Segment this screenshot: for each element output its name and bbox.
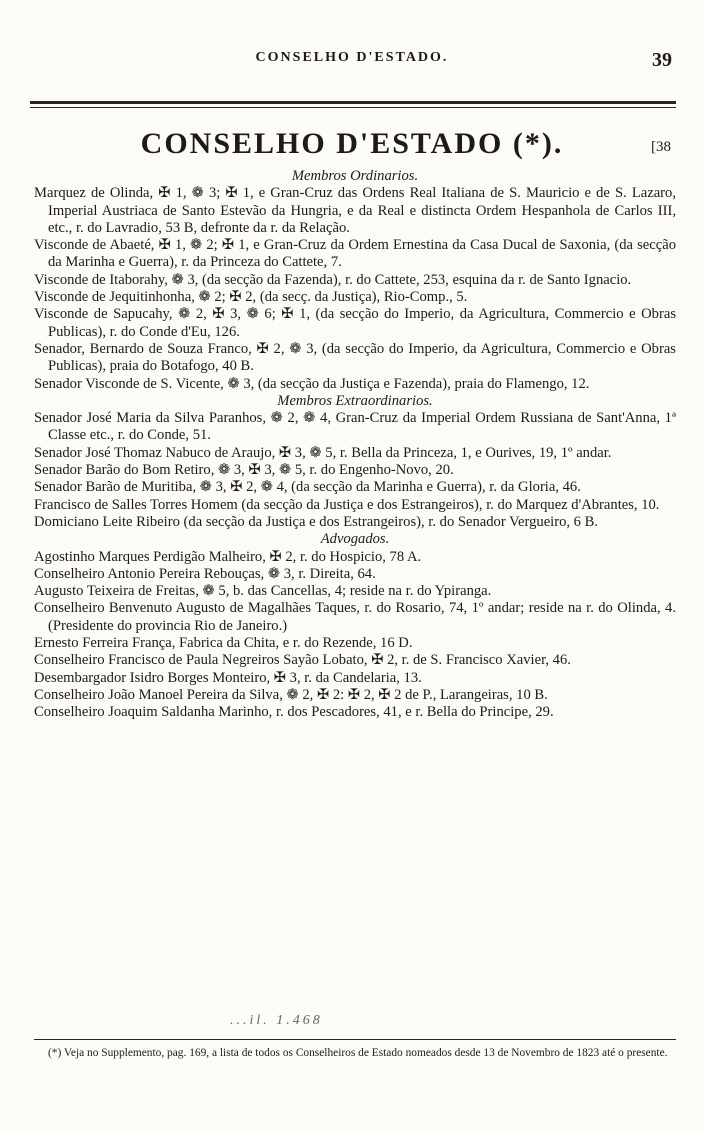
entry: Augusto Teixeira de Freitas, ❁ 5, b. das Cancellas, 4; reside na r. do Ypiranga.	[34, 583, 492, 600]
entry: Senador José Maria da Silva Paranhos, ❁ 2, ❁ 4, Gran-Cruz da Imperial Ordem Russiana de Sant'Anna, 1ª Classe etc., r. do Conde, 51.	[34, 410, 676, 444]
header-rule	[30, 101, 676, 108]
entry: Visconde de Itaborahy, ❁ 3, (da secção da Fazenda), r. do Cattete, 253, esquina da r. de Santo Ignacio.	[34, 271, 632, 288]
entry: Francisco de Salles Torres Homem (da secção da Justiça e dos Estrangeiros), r. do Marquez d'Abrantes, 10.	[34, 496, 660, 513]
page-title: CONSELHO D'ESTADO (*).	[140, 127, 564, 160]
entry: Conselheiro Antonio Pereira Rebouças, ❁ 3, r. Direita, 64.	[34, 565, 376, 582]
entry: Senador José Thomaz Nabuco de Araujo, ✠ 3, ❁ 5, r. Bella da Princeza, 1, e Ourives, 19, 1º andar.	[34, 444, 612, 461]
footnote-rule	[34, 1039, 676, 1040]
entry: Visconde de Abaeté, ✠ 1, ❁ 2; ✠ 1, e Gran-Cruz da Ordem Ernestina da Casa Ducal de Saxonia, (da secção da Marinha e Guerra), r. da Princeza do Cattete, 7.	[34, 237, 676, 271]
section-heading-extraordinarios: Membros Extraordinarios.	[277, 392, 433, 409]
entry: Ernesto Ferreira França, Fabrica da Chita, e r. do Rezende, 16 D.	[34, 635, 413, 652]
section-heading-advogados: Advogados.	[320, 531, 390, 548]
entry: Senador, Bernardo de Souza Franco, ✠ 2, ❁ 3, (da secção do Imperio, da Agricultura, Commercio e Obras Publicas), praia do Botafogo, 40 B.	[34, 340, 676, 375]
entry: Conselheiro Joaquim Saldanha Marinho, r. dos Pescadores, 41, e r. Bella do Principe, 29.	[34, 704, 554, 721]
entry: Senador Barão do Bom Retiro, ❁ 3, ✠ 3, ❁ 5, r. do Engenho-Novo, 20.	[34, 462, 454, 479]
entry: Visconde de Jequitinhonha, ❁ 2; ✠ 2, (da secç. da Justiça), Rio-Comp., 5.	[34, 289, 468, 306]
main-content	[34, 168, 676, 722]
entry: Conselheiro Benvenuto Augusto de Magalhães Taques, r. do Rosario, 74, 1º andar; reside na r. do Olinda, 4. (Presidente do provincia Rio de Janeiro.)	[34, 600, 676, 634]
entry: Conselheiro João Manoel Pereira da Silva, ❁ 2, ✠ 2: ✠ 2, ✠ 2 de P., Larangeiras, 10 B.	[34, 686, 548, 703]
section-heading-ordinarios: Membros Ordinarios.	[291, 168, 419, 184]
entry: Domiciano Leite Ribeiro (da secção da Justiça e dos Estrangeiros), r. do Senador Vergueiro, 6 B.	[34, 513, 599, 530]
entry: Senador Barão de Muritiba, ❁ 3, ✠ 2, ❁ 4, (da secção da Marinha e Guerra), r. da Gloria, 46.	[34, 479, 581, 496]
entry: Conselheiro Francisco de Paula Negreiros Sayão Lobato, ✠ 2, r. de S. Francisco Xavier, 46.	[34, 652, 571, 669]
running-head: CONSELHO D'ESTADO.	[255, 50, 449, 65]
page-number: 39	[652, 49, 672, 71]
entry: Agostinho Marques Perdigão Malheiro, ✠ 2, r. do Hospicio, 78 A.	[34, 548, 422, 565]
entry: Senador Visconde de S. Vicente, ❁ 3, (da secção da Justiça e Fazenda), praia do Flamengo, 12.	[34, 375, 590, 392]
entry: Desembargador Isidro Borges Monteiro, ✠ 3, r. da Candelaria, 13.	[34, 669, 422, 686]
margin-number: [38	[651, 139, 671, 155]
entry: Visconde de Sapucahy, ❁ 2, ✠ 3, ❁ 6; ✠ 1, (da secção do Imperio, da Agricultura, Commercio e Obras Publicas), r. do Conde d'Eu, 126.	[34, 306, 676, 340]
entry: Marquez de Olinda, ✠ 1, ❁ 3; ✠ 1, e Gran-Cruz das Ordens Real Italiana de S. Mauricio e de S. Lazaro, Imperial Austriaca de Santo Estevão da Hungria, e da Real e distincta Ordem Hespanhola de Carlos III, etc., r. do Lavradio, 53 B, defronte da r. da Relação.	[34, 185, 676, 236]
handwritten-note: ...il. 1.468	[230, 1013, 323, 1028]
footnote: (*) Veja no Supplemento, pag. 169, a lista de todos os Conselheiros de Estado nomeados desde 13 de Novembro de 1823 até o presente.	[48, 1047, 668, 1059]
